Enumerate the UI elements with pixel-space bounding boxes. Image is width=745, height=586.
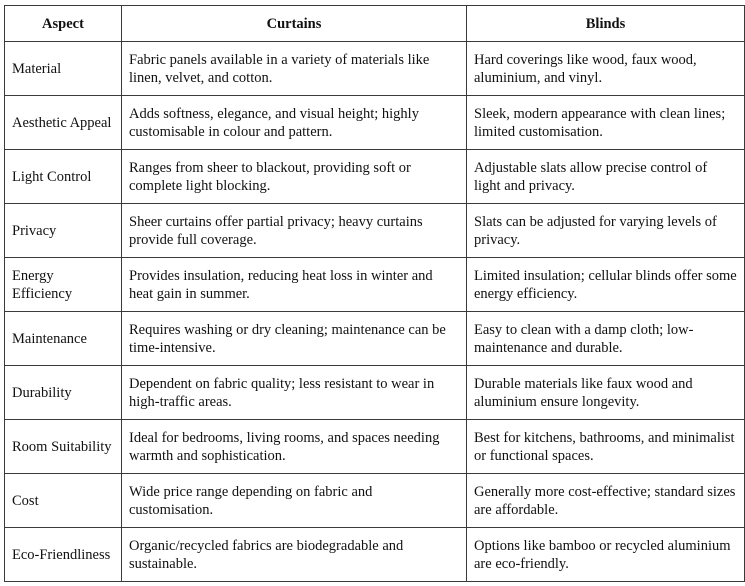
aspect-cell: Aesthetic Appeal	[5, 96, 122, 150]
blinds-cell: Easy to clean with a damp cloth; low-maintenance and durable.	[467, 312, 745, 366]
aspect-cell: Privacy	[5, 204, 122, 258]
blinds-cell: Adjustable slats allow precise control of light and privacy.	[467, 150, 745, 204]
header-curtains: Curtains	[122, 6, 467, 42]
table-row	[5, 204, 745, 258]
curtains-cell: Adds softness, elegance, and visual height; highly customisable in colour and pattern.	[122, 96, 467, 150]
aspect-cell: Material	[5, 42, 122, 96]
aspect-cell: Energy Efficiency	[5, 258, 122, 312]
curtains-cell: Wide price range depending on fabric and customisation.	[122, 474, 467, 528]
blinds-cell: Limited insulation; cellular blinds offer some energy efficiency.	[467, 258, 745, 312]
table-row	[5, 474, 745, 528]
table-row	[5, 42, 745, 96]
curtains-cell: Ranges from sheer to blackout, providing soft or complete light blocking.	[122, 150, 467, 204]
aspect-cell: Light Control	[5, 150, 122, 204]
aspect-cell: Room Suitability	[5, 420, 122, 474]
curtains-cell: Organic/recycled fabrics are biodegradable and sustainable.	[122, 528, 467, 582]
blinds-cell: Options like bamboo or recycled aluminium are eco-friendly.	[467, 528, 745, 582]
blinds-cell: Generally more cost-effective; standard sizes are affordable.	[467, 474, 745, 528]
curtains-cell: Dependent on fabric quality; less resistant to wear in high-traffic areas.	[122, 366, 467, 420]
aspect-cell: Durability	[5, 366, 122, 420]
aspect-cell: Eco-Friendliness	[5, 528, 122, 582]
blinds-cell: Best for kitchens, bathrooms, and minimalist or functional spaces.	[467, 420, 745, 474]
blinds-cell: Durable materials like faux wood and aluminium ensure longevity.	[467, 366, 745, 420]
table-row	[5, 528, 745, 582]
curtains-cell: Ideal for bedrooms, living rooms, and spaces needing warmth and sophistication.	[122, 420, 467, 474]
table-row	[5, 96, 745, 150]
aspect-cell: Maintenance	[5, 312, 122, 366]
aspect-cell: Cost	[5, 474, 122, 528]
table-row	[5, 420, 745, 474]
curtains-cell: Sheer curtains offer partial privacy; heavy curtains provide full coverage.	[122, 204, 467, 258]
header-row	[5, 6, 745, 42]
table-row	[5, 150, 745, 204]
table-row	[5, 258, 745, 312]
curtains-cell: Provides insulation, reducing heat loss in winter and heat gain in summer.	[122, 258, 467, 312]
table-row	[5, 312, 745, 366]
blinds-cell: Sleek, modern appearance with clean lines; limited customisation.	[467, 96, 745, 150]
header-aspect: Aspect	[5, 6, 122, 42]
curtains-cell: Fabric panels available in a variety of materials like linen, velvet, and cotton.	[122, 42, 467, 96]
blinds-cell: Slats can be adjusted for varying levels of privacy.	[467, 204, 745, 258]
blinds-cell: Hard coverings like wood, faux wood, aluminium, and vinyl.	[467, 42, 745, 96]
header-blinds: Blinds	[467, 6, 745, 42]
table-row	[5, 366, 745, 420]
curtains-cell: Requires washing or dry cleaning; maintenance can be time-intensive.	[122, 312, 467, 366]
comparison-table	[4, 5, 745, 582]
